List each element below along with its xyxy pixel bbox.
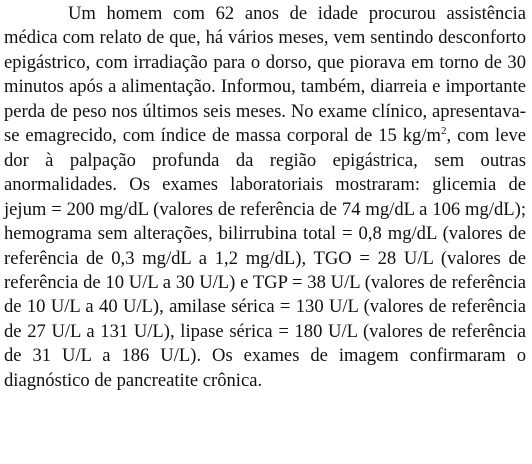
case-paragraph xyxy=(4,2,526,393)
paragraph-text-part-2: , com leve dor à palpação profunda da região epigástrica, sem outras anormalidades. Os exames laboratoriais mostraram: glicemia de jejum = 200 mg/dL (valores de referência de 74 mg/dL a 106 mg/dL); hemograma sem alterações, bilirrubina total = 0,8 mg/dL (valores de referência de 0,3 mg/dL a 1,2 mg/dL), TGO = 28 U/L (valores de referência de 10 U/L a 30 U/L) e TGP = 38 U/L (valores de referência de 10 U/L a 40 U/L), amilase sérica = 130 U/L (valores de referência de 27 U/L a 131 U/L), lipase sérica = 180 U/L (valores de referência de 31 U/L a 186 U/L). Os exames de imagem confirmaram o diagnóstico de pancreatite crônica. xyxy=(4,125,526,391)
document-body xyxy=(4,2,526,393)
squared-superscript: 2 xyxy=(441,125,447,138)
paragraph-text-part-1: Um homem com 62 anos de idade procurou assistência médica com relato de que, há vários meses, vem sentindo desconforto epigástrico, com irradiação para o dorso, que piorava em torno de 30 minutos após a alimentação. Informou, também, diarreia e importante perda de peso nos últimos seis meses. No exame clínico, apresentava-se emagrecido, com índice de massa corporal de 15 kg/m xyxy=(4,3,526,147)
